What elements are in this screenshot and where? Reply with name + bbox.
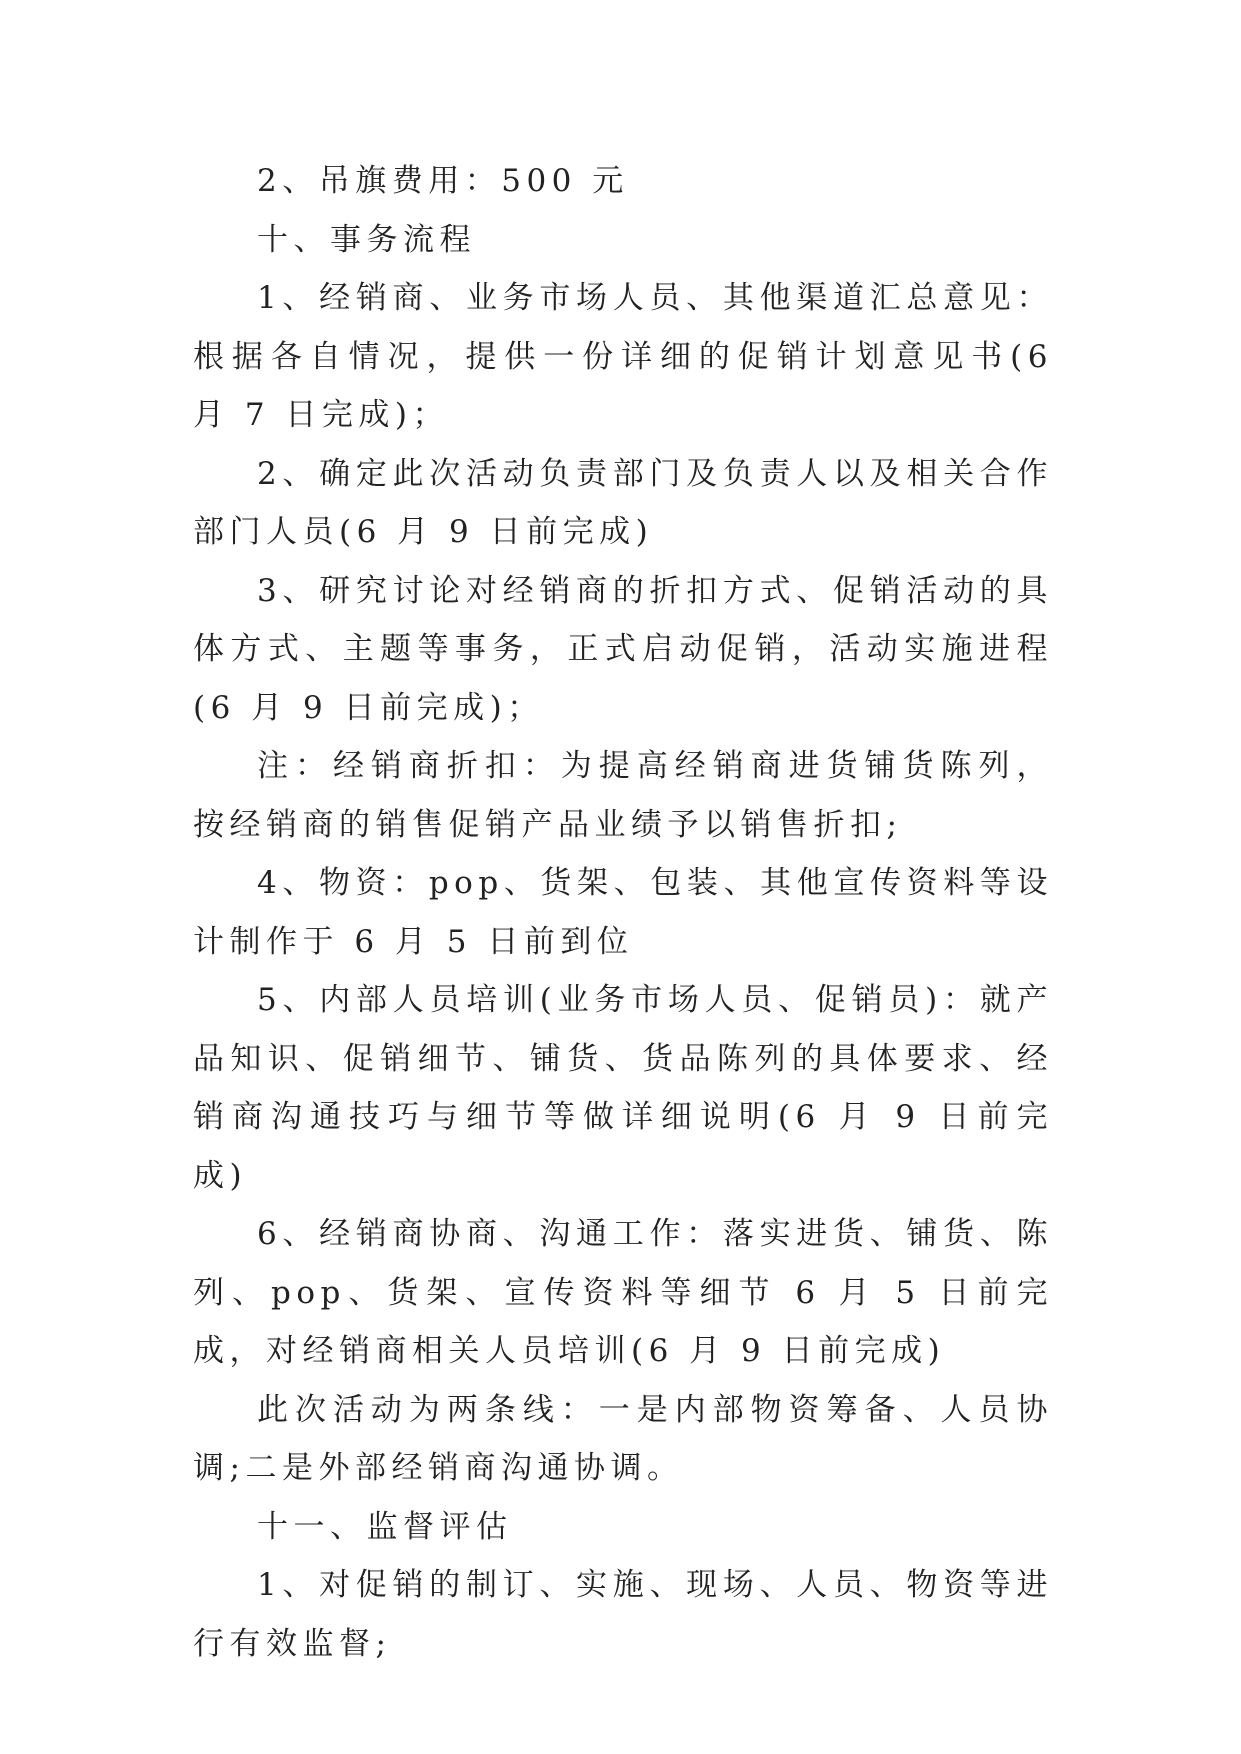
- paragraph-note-discount: 注：经销商折扣：为提高经销商进货铺货陈列，按经销商的销售促销产品业绩予以销售折扣;: [193, 748, 1053, 843]
- paragraph-step-4: 4、物资：pop、货架、包装、其他宣传资料等设计制作于 6 月 5 日前到位: [193, 865, 1053, 960]
- paragraph-step-2: 2、确定此次活动负责部门及负责人以及相关合作部门人员(6 月 9 日前完成): [193, 455, 1053, 550]
- paragraph-step-1: 1、经销商、业务市场人员、其他渠道汇总意见：根据各自情况，提供一份详细的促销计划意见书(6 月 7 日完成)；: [193, 280, 1053, 433]
- paragraph-step-6: 6、经销商协商、沟通工作：落实进货、铺货、陈列、pop、货架、宣传资料等细节 6 月 5 日前完成，对经销商相关人员培训(6 月 9 日前完成): [193, 1216, 1053, 1369]
- document-page: [193, 152, 1053, 1673]
- section-heading-workflow: 十、事务流程: [257, 221, 476, 258]
- paragraph-supervision-1: 1、对促销的制订、实施、现场、人员、物资等进行有效监督;: [193, 1567, 1053, 1662]
- paragraph-step-3: 3、研究讨论对经销商的折扣方式、促销活动的具体方式、主题等事务，正式启动促销，活动实施进程(6 月 9 日前完成)；: [193, 572, 1053, 726]
- paragraph-banner-cost: 2、吊旗费用：500 元: [257, 163, 629, 199]
- paragraph-two-lines: 此次活动为两条线：一是内部物资筹备、人员协调;二是外部经销商沟通协调。: [193, 1391, 1053, 1486]
- paragraph-step-5: 5、内部人员培训(业务市场人员、促销员)：就产品知识、促销细节、铺货、货品陈列的具体要求、经销商沟通技巧与细节等做详细说明(6 月 9 日前完成): [193, 982, 1053, 1194]
- section-heading-supervision: 十一、监督评估: [257, 1508, 513, 1545]
